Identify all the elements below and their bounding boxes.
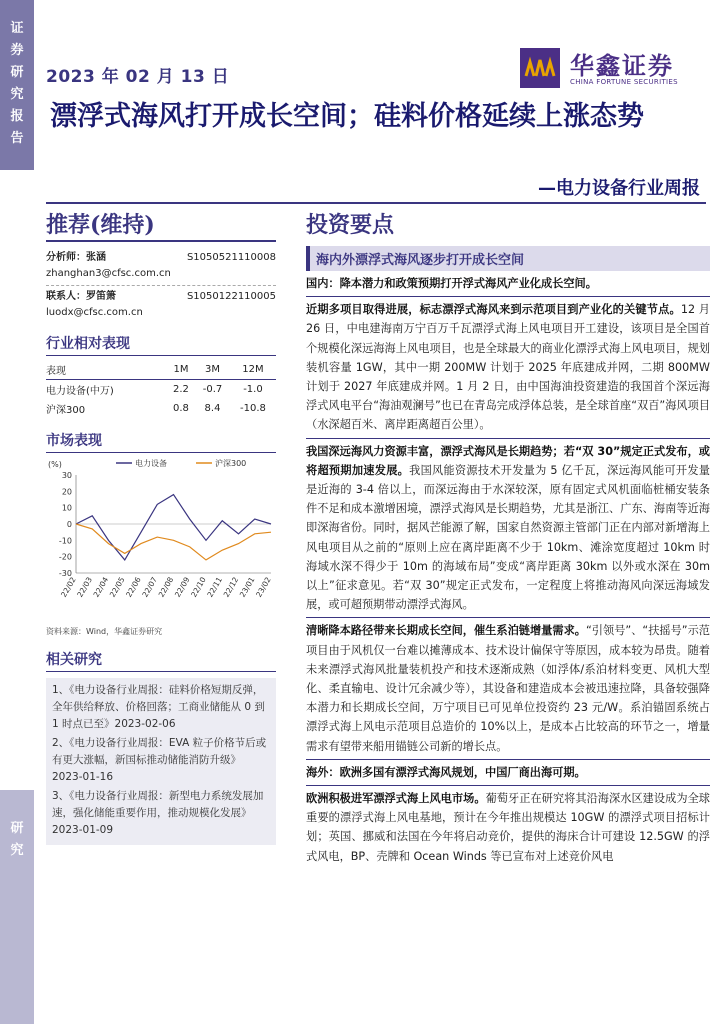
- logo-name-cn: 华鑫证券: [570, 52, 674, 80]
- y-tick-label: 10: [61, 503, 72, 513]
- paragraph-1-body: 12 月 26 日，中电建海南万宁百万千瓦漂浮式海上风电项目开工建设，该项目是全国首个规模化深远海海上风电项目，也是全球最大的商业化漂浮式海上风电项目，规划装机容量 1GW，其中一期 200MW 计划于 2025 年底建成并网，二期 800MW 计划于 2027 年底建成并网。1 月 2 日，由中国海油投资建造的我国首个深远海浮式风电平台“海油观澜号”也已在青岛完成浮体总装，是全球首座“双百”海风项目（水深超百米、离岸距离超百公里）。: [306, 303, 710, 432]
- series-line-2: [76, 524, 271, 560]
- paragraph-2-body: 我国风能资源技术开发量为 5 亿千瓦，深远海风能可开发量是近海的 3-4 倍以上，而深远海由于水深较深，原有固定式风机面临桩桶安装条件不足和成本激增困境，漂浮式海风是长期趋势，尤其是浙江、广东、海南等近海即深海省份。同时，据风芒能源了解，国家自然资源主管部门正在内部对新增海上风电项目从之前的“原则上应在离岸距离不少于 10km、滩涂宽度超过 10km 时海域水深不得少于 10m 的海域布局”变成“离岸距离 30km 以外或水深在 30m 以上”征求意见。若“双 30”规定正式发布，一定程度上将推动海风向深远海域发展，或可超预期带动漂浮式海风。: [306, 463, 710, 612]
- paragraph-3: [306, 621, 710, 755]
- report-title: 漂浮式海风打开成长空间；硅料价格延续上涨态势: [50, 101, 644, 132]
- analyst-label: 分析师：张涵: [46, 252, 106, 263]
- legend-label: 电力设备: [135, 459, 167, 468]
- paragraph-1: [306, 300, 710, 434]
- section-bar-heading: 海内外漂浮式海风逐步打开成长空间: [306, 246, 710, 271]
- table-cell: -0.7: [202, 384, 223, 395]
- table-header: 12M: [230, 360, 276, 380]
- domestic-lead-text: 国内：降本潜力和政策预期打开浮式海风产业化成长空间。: [306, 277, 597, 290]
- paragraph-4-lead: 欧洲积极进军漂浮式海上风电市场。: [306, 792, 486, 806]
- x-tick-label: 22/09: [172, 575, 192, 599]
- left-column: [46, 250, 276, 845]
- research-item[interactable]: 3、《电力设备行业周报：新型电力系统发展加速，强化储能重要作用，推动规模化发展》2023-01-09: [52, 790, 264, 836]
- paragraph-3-lead: 清晰降本路径带来长期成长空间，催生系泊链增量需求。: [306, 624, 586, 638]
- x-tick-label: 22/10: [189, 575, 208, 599]
- table-cell: 8.4: [204, 403, 221, 414]
- x-tick-label: 22/05: [107, 575, 127, 599]
- side-tab-char: 告: [10, 131, 24, 146]
- divider: [306, 296, 710, 297]
- recommendation-heading: 推荐(维持): [46, 212, 155, 238]
- research-item[interactable]: 1、《电力设备行业周报：硅料价格短期反弹，全年供给释放、价格回落；工商业储能从 0 到 1 时点已至》2023-02-06: [52, 684, 265, 730]
- side-tab-char: 研: [10, 65, 24, 80]
- side-tab-char: 研: [10, 821, 24, 836]
- y-tick-label: 0: [66, 520, 72, 529]
- table-cell: 2.2: [173, 384, 189, 395]
- divider: [306, 438, 710, 439]
- x-tick-label: 22/08: [156, 575, 176, 599]
- divider: [306, 785, 710, 786]
- paragraph-4-body: 葡萄牙正在研究将其沿海深水区建设成为全球重要的漂浮式海上风电基地，预计在今年推出规模达 10GW 的漂浮式项目招标计划；英国、挪威和法国在今年将启动竞价，提供的海床合计可建设 12.5GW 的浮式风电，BP、壳牌和 Ocean Winds 等已宣布对上述竞价风电: [306, 792, 710, 863]
- side-tab-char: 证: [10, 21, 24, 36]
- x-tick-label: 22/07: [140, 575, 159, 599]
- y-tick-label: -20: [58, 552, 72, 562]
- y-tick-label: -10: [58, 536, 72, 546]
- x-tick-label: 22/11: [205, 575, 224, 599]
- x-tick-label: 22/02: [59, 575, 78, 599]
- side-tab-char: 报: [10, 109, 24, 124]
- analyst-email[interactable]: zhanghan3@cfsc.com.cn: [46, 268, 171, 279]
- side-tab-research: [0, 790, 34, 1024]
- paragraph-4: [306, 789, 710, 866]
- overseas-lead: [306, 763, 710, 782]
- x-tick-label: 23/02: [254, 575, 273, 599]
- contact-email[interactable]: luodx@cfsc.com.cn: [46, 307, 143, 318]
- table-cell: 0.8: [173, 403, 189, 414]
- paragraph-2: [306, 442, 710, 615]
- recommendation-divider: [46, 240, 276, 242]
- right-column: [306, 246, 710, 866]
- side-tab-char: 究: [10, 843, 24, 858]
- x-tick-label: 22/04: [91, 575, 111, 599]
- table-header: 1M: [167, 360, 195, 380]
- performance-heading: 行业相对表现: [46, 333, 276, 356]
- market-chart-svg: [46, 455, 276, 620]
- table-cell: -10.8: [240, 403, 266, 414]
- performance-table: [46, 360, 276, 418]
- paragraph-2-lead: 我国深远海风力资源丰富，漂浮式海风是长期趋势；若“双 30”规定正式发布，或将超预期加速发展。: [306, 444, 710, 477]
- research-item[interactable]: 2、《电力设备行业周报：EVA 粒子价格节后或有更大涨幅，新国标推动储能消防升级》2023-01-16: [52, 737, 267, 783]
- investment-heading: 投资要点: [306, 212, 395, 238]
- analyst-separator: [46, 285, 276, 286]
- header-divider: [46, 202, 706, 204]
- research-heading: 相关研究: [46, 649, 276, 672]
- table-row: [46, 380, 276, 400]
- y-tick-label: 30: [61, 471, 72, 480]
- logo-mark-icon: [520, 48, 560, 88]
- y-tick-label: 20: [61, 487, 72, 497]
- series-line-1: [76, 495, 271, 560]
- x-tick-label: 23/01: [237, 575, 257, 599]
- x-tick-label: 22/12: [221, 575, 241, 599]
- x-tick-label: 22/03: [75, 575, 94, 599]
- market-heading: 市场表现: [46, 430, 276, 453]
- company-logo: [520, 44, 720, 94]
- overseas-lead-text: 海外：欧洲多国有漂浮式海风规划，中国厂商出海可期。: [306, 765, 586, 779]
- side-tab-char: 究: [10, 87, 24, 102]
- report-subtitle: —电力设备行业周报: [538, 178, 700, 199]
- table-cell: 电力设备(中万): [46, 386, 114, 397]
- report-date: 2023 年 02 月 13 日: [46, 67, 230, 87]
- chart-source: 资料来源：Wind，华鑫证券研究: [46, 627, 163, 636]
- table-header: 3M: [195, 360, 230, 380]
- contact-label: 联系人：罗笛箫: [46, 291, 116, 302]
- side-tab-report: [0, 0, 34, 170]
- domestic-lead: [306, 274, 710, 293]
- table-header: 表现: [46, 360, 167, 380]
- divider: [306, 759, 710, 760]
- x-tick-label: 22/06: [124, 575, 143, 599]
- table-cell: 沪深300: [46, 405, 86, 416]
- paragraph-3-body: “引领号”、“扶摇号”示范项目由于风机仅一台难以摊薄成本、技术设计偏保守等原因，成本较为昂贵。随着未来漂浮式海风批量装机投产和技术逐渐成熟（如浮体/系泊材料变更、风机大型化、柔直输电、设计冗余减少等），其设备和建造成本会被迅速拉降，具备较强降本潜力和长期成长空间，万宁项目已可见单位投资约 23 元/W。系泊锚固系统占漂浮式海上风电示范项目总造价的 10%以上，是成本占比较高的环节之一，增量需求有望带来船用锚链公司新的增长点。: [306, 624, 710, 753]
- research-list: [46, 678, 276, 845]
- contact-id: S1050122110005: [186, 291, 276, 302]
- side-tab-char: 券: [10, 43, 24, 58]
- analyst-block: [46, 250, 276, 321]
- table-cell: -1.0: [243, 384, 263, 395]
- logo-name-en: CHINA FORTUNE SECURITIES: [570, 78, 678, 86]
- legend-label: 沪深300: [215, 459, 247, 468]
- paragraph-1-lead: 近期多项目取得进展，标志漂浮式海风来到示范项目到产业化的关键节点。: [306, 303, 681, 317]
- market-chart: [46, 455, 276, 624]
- y-tick-label: -30: [58, 569, 72, 578]
- y-axis-label: (%): [48, 460, 62, 469]
- divider: [306, 617, 710, 618]
- analyst-id: S1050521110008: [186, 252, 276, 263]
- table-row: [46, 399, 276, 418]
